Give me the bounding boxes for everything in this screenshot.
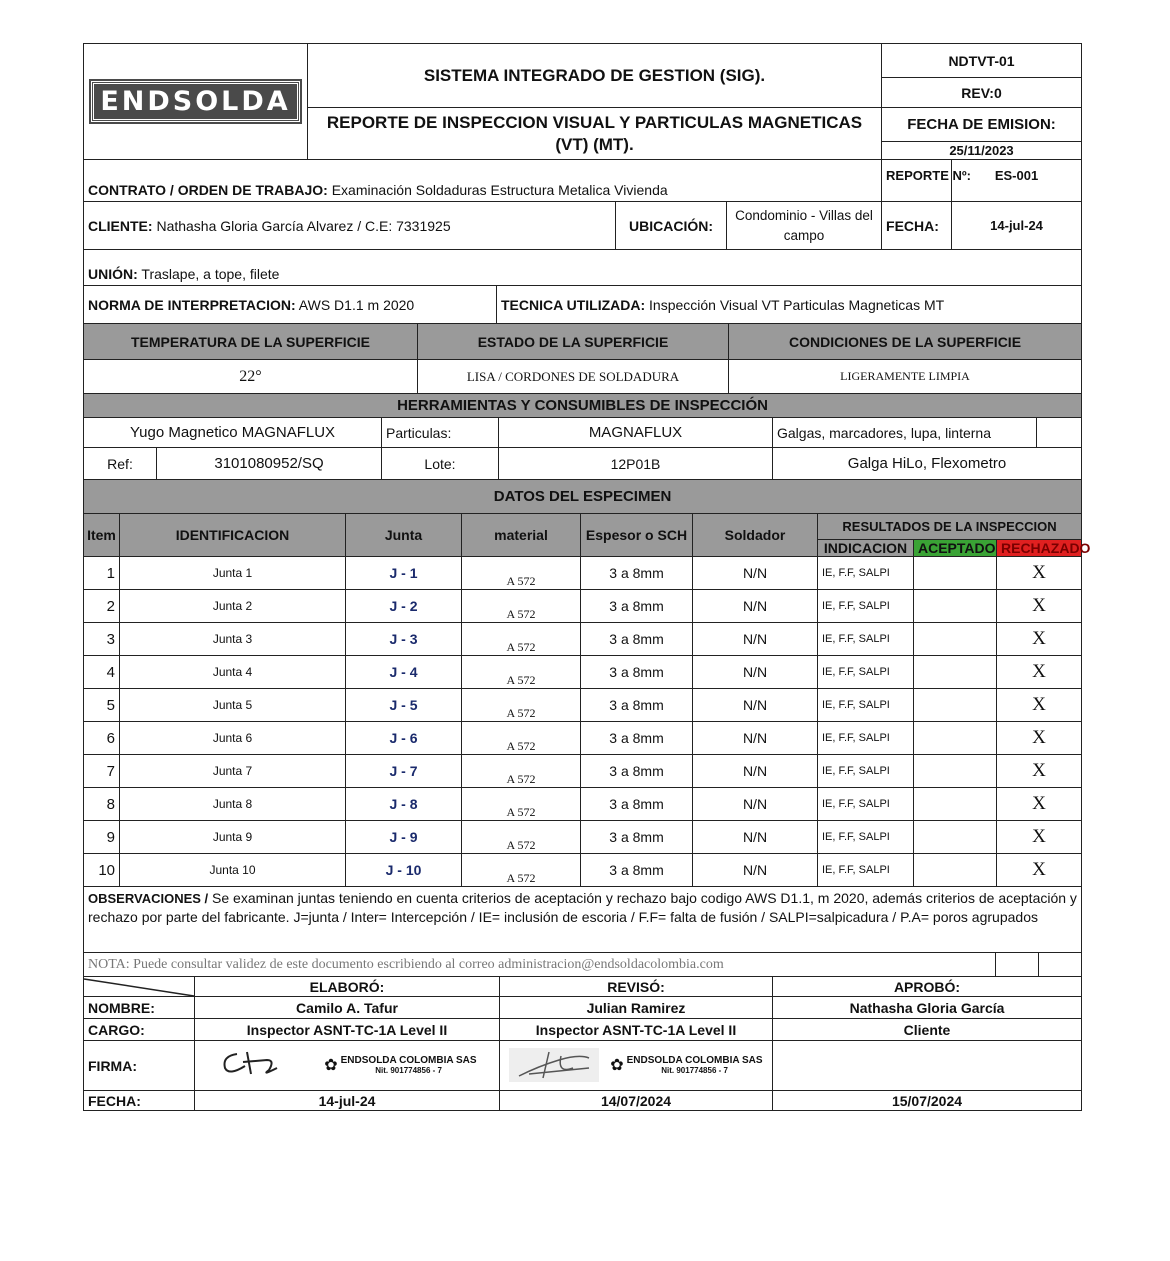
row-identification: Junta 7 bbox=[120, 755, 346, 788]
row-junta: J - 4 bbox=[346, 656, 462, 689]
row-thickness: 3 a 8mm bbox=[581, 788, 693, 821]
observations bbox=[84, 887, 1082, 953]
row-junta: J - 6 bbox=[346, 722, 462, 755]
tools-title: HERRAMIENTAS Y CONSUMIBLES DE INSPECCIÓN bbox=[84, 394, 1082, 418]
gauges-value: Galgas, marcadores, lupa, linterna bbox=[773, 418, 1037, 448]
row-item: 2 bbox=[84, 590, 120, 623]
table-row bbox=[84, 854, 1082, 887]
row-identification: Junta 6 bbox=[120, 722, 346, 755]
col-accepted: ACEPTADO bbox=[914, 540, 997, 557]
signature-scribble-icon bbox=[217, 1044, 287, 1080]
row-indication: IE, F.F, SALPI bbox=[818, 590, 914, 623]
row-junta: J - 5 bbox=[346, 689, 462, 722]
reviso-role: Inspector ASNT-TC-1A Level II bbox=[500, 1019, 773, 1041]
union-value: Traslape, a tope, filete bbox=[141, 266, 280, 282]
row-junta: J - 3 bbox=[346, 623, 462, 656]
surface-temp-header: TEMPERATURA DE LA SUPERFICIE bbox=[84, 324, 418, 360]
contract-value: Examinación Soldaduras Estructura Metalica Vivienda bbox=[331, 182, 668, 198]
elaboro-name: Camilo A. Tafur bbox=[195, 997, 500, 1019]
client-value: Nathasha Gloria García Alvarez / C.E: 7331925 bbox=[156, 217, 451, 234]
col-item: Item bbox=[84, 514, 120, 557]
aprobo-date: 15/07/2024 bbox=[773, 1091, 1082, 1111]
row-indication: IE, F.F, SALPI bbox=[818, 854, 914, 887]
tools-info bbox=[83, 393, 1082, 480]
col-indication: INDICACION bbox=[818, 540, 914, 557]
endsolda-logo: ENDSOLDA bbox=[91, 81, 299, 122]
row-indication: IE, F.F, SALPI bbox=[818, 557, 914, 590]
row-rejected: X bbox=[997, 821, 1082, 854]
elaboro-date: 14-jul-24 bbox=[195, 1091, 500, 1111]
row-welder: N/N bbox=[693, 689, 818, 722]
table-row bbox=[84, 821, 1082, 854]
technique-row bbox=[497, 286, 1082, 324]
row-thickness: 3 a 8mm bbox=[581, 656, 693, 689]
inspection-report-sheet bbox=[83, 43, 1091, 1111]
row-accepted bbox=[914, 689, 997, 722]
observations-label: OBSERVACIONES / bbox=[88, 891, 209, 906]
contract-label: CONTRATO / ORDEN DE TRABAJO: bbox=[88, 182, 328, 198]
table-row bbox=[84, 623, 1082, 656]
row-identification: Junta 2 bbox=[120, 590, 346, 623]
row-item: 4 bbox=[84, 656, 120, 689]
location-value: Condominio - Villas del campo bbox=[727, 202, 882, 250]
row-accepted bbox=[914, 722, 997, 755]
row-junta: J - 7 bbox=[346, 755, 462, 788]
row-material: A 572 bbox=[462, 623, 581, 656]
logo-cell bbox=[84, 44, 308, 160]
surface-state-header: ESTADO DE LA SUPERFICIE bbox=[418, 324, 729, 360]
gear-cluster-icon: ✿ bbox=[324, 1056, 338, 1074]
row-material: A 572 bbox=[462, 656, 581, 689]
row-junta: J - 10 bbox=[346, 854, 462, 887]
emission-date-label: FECHA DE EMISION: bbox=[882, 108, 1082, 142]
surface-state-value: LISA / CORDONES DE SOLDADURA bbox=[418, 360, 729, 394]
row-rejected: X bbox=[997, 689, 1082, 722]
col-thickness: Espesor o SCH bbox=[581, 514, 693, 557]
table-row bbox=[84, 788, 1082, 821]
norm-value: AWS D1.1 m 2020 bbox=[298, 296, 415, 313]
row-junta: J - 8 bbox=[346, 788, 462, 821]
specimen-rows bbox=[84, 557, 1082, 887]
row-material: A 572 bbox=[462, 689, 581, 722]
client-label: CLIENTE: bbox=[88, 217, 153, 234]
yoke-value: Yugo Magnetico MAGNAFLUX bbox=[84, 418, 382, 448]
contract-row bbox=[84, 160, 882, 202]
norm-row bbox=[84, 286, 497, 324]
row-indication: IE, F.F, SALPI bbox=[818, 821, 914, 854]
report-no: ES-001 bbox=[952, 160, 1082, 202]
row-accepted bbox=[914, 623, 997, 656]
elaboro-signature-mark bbox=[217, 1044, 287, 1087]
row-welder: N/N bbox=[693, 623, 818, 656]
particles-value: MAGNAFLUX bbox=[499, 418, 773, 448]
diagonal-cell bbox=[84, 977, 195, 997]
col-rejected: RECHAZADO bbox=[997, 540, 1082, 557]
row-rejected: X bbox=[997, 623, 1082, 656]
technique-value: Inspección Visual VT Particulas Magneticas MT bbox=[649, 296, 945, 313]
surface-cond-value: LIGERAMENTE LIMPIA bbox=[729, 360, 1082, 394]
row-identification: Junta 4 bbox=[120, 656, 346, 689]
elaboro-role: Inspector ASNT-TC-1A Level II bbox=[195, 1019, 500, 1041]
elaboro-signature bbox=[195, 1041, 500, 1091]
report-header bbox=[83, 43, 1082, 160]
client-row bbox=[84, 202, 616, 250]
row-item: 8 bbox=[84, 788, 120, 821]
col-identification: IDENTIFICACION bbox=[120, 514, 346, 557]
row-welder: N/N bbox=[693, 755, 818, 788]
aprobo-signature bbox=[773, 1041, 1082, 1091]
row-accepted bbox=[914, 821, 997, 854]
reviso-signature-mark bbox=[509, 1046, 599, 1085]
table-row bbox=[84, 755, 1082, 788]
row-item: 3 bbox=[84, 623, 120, 656]
observations-text: Se examinan juntas teniendo en cuenta criterios de aceptación y rechazo bajo codigo AWS D1.1, m 2020, además criterios de aceptación y rechazo por parte del fabricante. J=junta / Inter= Intercepción / IE= inclusión de escoria / F.F= falta de fusión / SALPI=salpicadura / P.A= poros agrupados bbox=[88, 890, 1077, 925]
row-rejected: X bbox=[997, 656, 1082, 689]
company-stamp: ✿ ENDSOLDA COLOMBIA SAS Nit. 901774856 - 7 bbox=[324, 1054, 477, 1075]
particles-label: Particulas: bbox=[382, 418, 499, 448]
norm-label: NORMA DE INTERPRETACION: bbox=[88, 296, 296, 313]
row-material: A 572 bbox=[462, 590, 581, 623]
row-rejected: X bbox=[997, 590, 1082, 623]
row-indication: IE, F.F, SALPI bbox=[818, 656, 914, 689]
role-label: CARGO: bbox=[84, 1019, 195, 1041]
specimen-title: DATOS DEL ESPECIMEN bbox=[84, 480, 1082, 514]
row-rejected: X bbox=[997, 722, 1082, 755]
document-code: NDTVT-01 bbox=[882, 44, 1082, 78]
row-identification: Junta 5 bbox=[120, 689, 346, 722]
row-indication: IE, F.F, SALPI bbox=[818, 755, 914, 788]
row-junta: J - 1 bbox=[346, 557, 462, 590]
col-material: material bbox=[462, 514, 581, 557]
row-welder: N/N bbox=[693, 722, 818, 755]
revision: REV:0 bbox=[882, 78, 1082, 108]
row-material: A 572 bbox=[462, 821, 581, 854]
emission-date: 25/11/2023 bbox=[882, 142, 1082, 160]
row-identification: Junta 10 bbox=[120, 854, 346, 887]
col-junta: Junta bbox=[346, 514, 462, 557]
diagonal-line bbox=[84, 977, 194, 997]
reviso-date: 14/07/2024 bbox=[500, 1091, 773, 1111]
row-indication: IE, F.F, SALPI bbox=[818, 722, 914, 755]
aprobo-role: Cliente bbox=[773, 1019, 1082, 1041]
row-accepted bbox=[914, 656, 997, 689]
reviso-signature bbox=[500, 1041, 773, 1091]
row-welder: N/N bbox=[693, 590, 818, 623]
surface-temp-value: 22° bbox=[84, 360, 418, 394]
row-item: 6 bbox=[84, 722, 120, 755]
row-thickness: 3 a 8mm bbox=[581, 854, 693, 887]
surface-info bbox=[83, 323, 1082, 394]
validation-note: NOTA: Puede consultar validez de este documento escribiendo al correo administracion@endsoldacolombia.com bbox=[84, 953, 996, 977]
row-identification: Junta 3 bbox=[120, 623, 346, 656]
row-rejected: X bbox=[997, 755, 1082, 788]
specimen-table bbox=[83, 479, 1091, 887]
row-accepted bbox=[914, 590, 997, 623]
row-identification: Junta 9 bbox=[120, 821, 346, 854]
ref-value: 3101080952/SQ bbox=[157, 448, 382, 480]
reviso-label: REVISÓ: bbox=[500, 977, 773, 997]
row-material: A 572 bbox=[462, 722, 581, 755]
col-welder: Soldador bbox=[693, 514, 818, 557]
row-welder: N/N bbox=[693, 788, 818, 821]
company-stamp: ✿ ENDSOLDA COLOMBIA SAS Nit. 901774856 - 7 bbox=[610, 1054, 763, 1075]
row-item: 9 bbox=[84, 821, 120, 854]
system-title: SISTEMA INTEGRADO DE GESTION (SIG). bbox=[308, 44, 882, 108]
table-row bbox=[84, 722, 1082, 755]
row-indication: IE, F.F, SALPI bbox=[818, 623, 914, 656]
row-accepted bbox=[914, 755, 997, 788]
union-norm-info bbox=[83, 249, 1082, 324]
row-rejected: X bbox=[997, 788, 1082, 821]
sign-label: FIRMA: bbox=[84, 1041, 195, 1091]
row-thickness: 3 a 8mm bbox=[581, 755, 693, 788]
table-row bbox=[84, 656, 1082, 689]
table-row bbox=[84, 689, 1082, 722]
row-material: A 572 bbox=[462, 854, 581, 887]
row-thickness: 3 a 8mm bbox=[581, 557, 693, 590]
row-welder: N/N bbox=[693, 557, 818, 590]
observations-block bbox=[83, 886, 1082, 977]
row-junta: J - 9 bbox=[346, 821, 462, 854]
union-row bbox=[84, 250, 1082, 286]
signature-scribble-icon bbox=[509, 1046, 599, 1082]
row-welder: N/N bbox=[693, 656, 818, 689]
row-identification: Junta 1 bbox=[120, 557, 346, 590]
row-item: 10 bbox=[84, 854, 120, 887]
table-row bbox=[84, 590, 1082, 623]
row-item: 1 bbox=[84, 557, 120, 590]
row-thickness: 3 a 8mm bbox=[581, 722, 693, 755]
row-material: A 572 bbox=[462, 557, 581, 590]
contract-info bbox=[83, 159, 1082, 250]
row-identification: Junta 8 bbox=[120, 788, 346, 821]
row-thickness: 3 a 8mm bbox=[581, 590, 693, 623]
aprobo-label: APROBÓ: bbox=[773, 977, 1082, 997]
row-indication: IE, F.F, SALPI bbox=[818, 788, 914, 821]
row-welder: N/N bbox=[693, 821, 818, 854]
row-accepted bbox=[914, 854, 997, 887]
row-item: 7 bbox=[84, 755, 120, 788]
row-thickness: 3 a 8mm bbox=[581, 623, 693, 656]
gauge2-value: Galga HiLo, Flexometro bbox=[773, 448, 1082, 480]
row-item: 5 bbox=[84, 689, 120, 722]
report-no-label: REPORTE Nº: bbox=[882, 160, 952, 202]
row-thickness: 3 a 8mm bbox=[581, 821, 693, 854]
row-material: A 572 bbox=[462, 755, 581, 788]
table-row bbox=[84, 557, 1082, 590]
technique-label: TECNICA UTILIZADA: bbox=[501, 296, 646, 313]
row-accepted bbox=[914, 788, 997, 821]
elaboro-label: ELABORÓ: bbox=[195, 977, 500, 997]
row-rejected: X bbox=[997, 557, 1082, 590]
lot-label: Lote: bbox=[382, 448, 499, 480]
row-accepted bbox=[914, 557, 997, 590]
gear-cluster-icon: ✿ bbox=[610, 1056, 624, 1074]
ref-label: Ref: bbox=[84, 448, 157, 480]
row-rejected: X bbox=[997, 854, 1082, 887]
row-junta: J - 2 bbox=[346, 590, 462, 623]
surface-cond-header: CONDICIONES DE LA SUPERFICIE bbox=[729, 324, 1082, 360]
lot-value: 12P01B bbox=[499, 448, 773, 480]
reviso-name: Julian Ramirez bbox=[500, 997, 773, 1019]
name-label: NOMBRE: bbox=[84, 997, 195, 1019]
row-material: A 572 bbox=[462, 788, 581, 821]
date-value: 14-jul-24 bbox=[952, 202, 1082, 250]
row-welder: N/N bbox=[693, 854, 818, 887]
date-label: FECHA: bbox=[882, 202, 952, 250]
row-thickness: 3 a 8mm bbox=[581, 689, 693, 722]
sign-date-label: FECHA: bbox=[84, 1091, 195, 1111]
union-label: UNIÓN: bbox=[88, 266, 138, 282]
location-label: UBICACIÓN: bbox=[616, 202, 727, 250]
signatures-block bbox=[83, 976, 1082, 1111]
row-indication: IE, F.F, SALPI bbox=[818, 689, 914, 722]
report-title: REPORTE DE INSPECCION VISUAL Y PARTICULAS MAGNETICAS (VT) (MT). bbox=[308, 108, 882, 160]
col-results: RESULTADOS DE LA INSPECCION bbox=[818, 514, 1082, 540]
aprobo-name: Nathasha Gloria García bbox=[773, 997, 1082, 1019]
